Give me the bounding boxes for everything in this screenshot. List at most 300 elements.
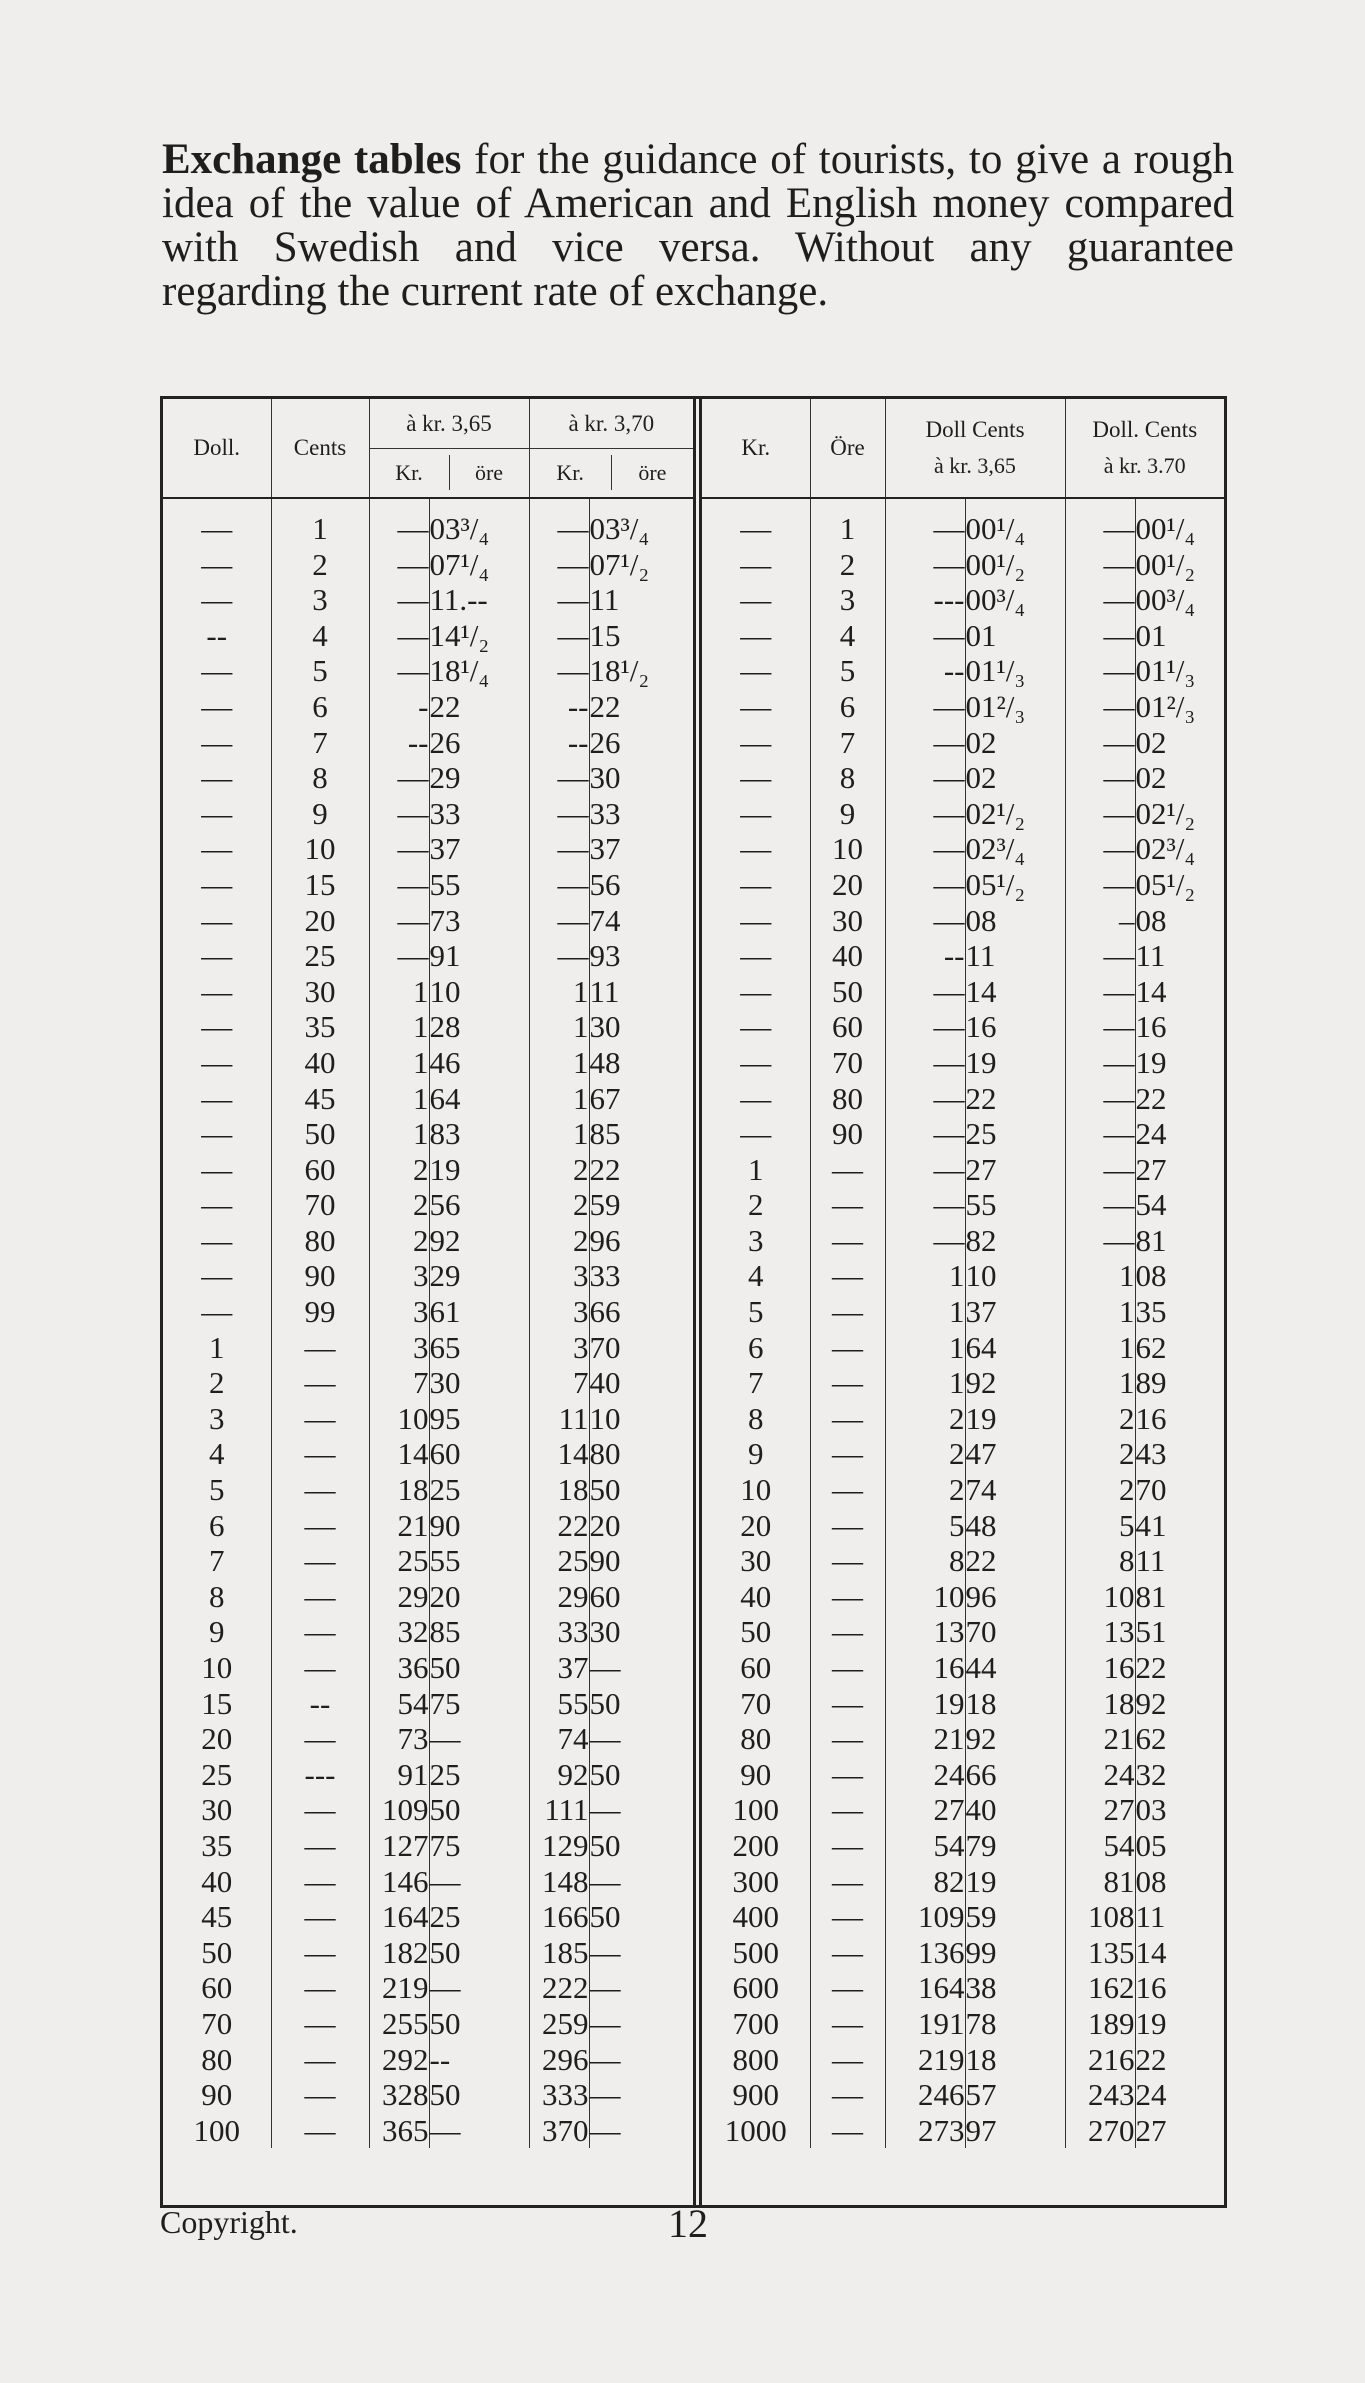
cell-ore: 4 [810,618,885,654]
table-row [163,1223,693,1259]
table-row [163,938,693,974]
cell-cents-370: 08 [1135,1258,1224,1294]
cell-doll: — [201,511,233,546]
cell-cents-365: 22 [965,1081,1065,1117]
cell-ore-365: 26 [429,725,529,761]
cell-kr-365: 365 [369,2113,429,2149]
table-row [702,1116,1224,1152]
table-row [702,1330,1224,1366]
cell-doll-370: 270 [1065,2113,1135,2149]
cell-kr-370: 18 [529,1472,589,1508]
cell-ore-370: 30 [589,760,693,796]
center-divider [693,399,702,2205]
table-row [163,2113,693,2149]
cell-doll-370: — [1065,796,1135,832]
cell-ore: — [810,1294,885,1330]
table-row [163,867,693,903]
cell-kr-365: 3 [369,1258,429,1294]
cell-doll-370: — [1065,1116,1135,1152]
cell-ore-365: 75 [429,1686,529,1722]
cell-doll: — [201,973,233,1009]
cell-doll-370: — [1065,938,1135,974]
cell-ore-365: 65 [429,1330,529,1366]
cell-kr-370: 74 [529,1721,589,1757]
cell-ore-365: 85 [429,1614,529,1650]
cell-kr-365: 7 [369,1365,429,1401]
cell-kr-365: 164 [369,1899,429,1935]
cell-doll-365: — [885,1009,965,1045]
cell-doll-365: — [885,974,965,1010]
cell-kr: 90 [740,1756,772,1792]
cell-kr: 50 [740,1614,772,1650]
cell-ore: 50 [810,974,885,1010]
table-row [702,618,1224,654]
cell-ore: — [810,2006,885,2042]
table-row [702,1721,1224,1757]
cell-kr-370: 1 [529,974,589,1010]
cell-kr: — [740,1116,772,1152]
cell-kr-370: 92 [529,1757,589,1793]
cell-cents-370: 05 [1135,1828,1224,1864]
cell-cents-365: 48 [965,1508,1065,1544]
cell-kr: 1000 [724,2112,787,2148]
cell-cents-365: 01 [965,618,1065,654]
cell-ore: 8 [810,760,885,796]
table-row [702,582,1224,618]
cell-cents: 1 [271,498,369,547]
cell-doll-370: 1 [1065,1294,1135,1330]
table-row [702,1472,1224,1508]
cell-doll-370: — [1065,689,1135,725]
cell-kr-370: 1 [529,1045,589,1081]
page-number: 12 [668,2201,708,2246]
cell-cents-365: 02³/₄ [965,831,1065,867]
cell-kr-370: — [529,903,589,939]
cell-doll-365: — [885,618,965,654]
cell-cents-370: 19 [1135,2006,1224,2042]
cell-cents-365: 38 [965,1970,1065,2006]
cell-doll-370: 13 [1065,1614,1135,1650]
cell-kr: — [740,938,772,974]
cell-ore-365: 07¹/₄ [429,547,529,583]
cell-kr-370: 185 [529,1935,589,1971]
cell-doll: — [201,1009,233,1045]
cell-kr-365: 18 [369,1472,429,1508]
table-row [163,1508,693,1544]
cell-cents: 35 [271,1009,369,1045]
cell-cents-370: 00³/₄ [1135,582,1224,618]
cell-ore-365: 25 [429,1757,529,1793]
cell-doll-370: 2 [1065,1472,1135,1508]
cell-kr: — [740,1044,772,1080]
cell-cents-365: 27 [965,1152,1065,1188]
cell-doll-370: — [1065,725,1135,761]
cell-kr: 3 [748,1222,764,1258]
cell-doll: — [201,1258,233,1294]
table-row [163,1579,693,1615]
cell-doll-370: — [1065,831,1135,867]
table-row [702,2077,1224,2113]
cell-kr-365: 36 [369,1650,429,1686]
header-doll-cents-365 [885,399,1065,498]
cell-doll: 60 [201,1970,233,2006]
table-row [702,1935,1224,1971]
cell-ore-365: 25 [429,1899,529,1935]
cell-ore: — [810,1152,885,1188]
cell-kr: 900 [732,2077,779,2113]
cell-cents-370: 16 [1135,1970,1224,2006]
cell-kr-365: 2 [369,1187,429,1223]
cell-kr-365: 29 [369,1579,429,1615]
cell-cents-365: 02 [965,725,1065,761]
cell-doll-365: 1 [885,1365,965,1401]
cell-ore: 1 [810,498,885,547]
cell-kr-365: 2 [369,1223,429,1259]
cell-cents: 70 [271,1187,369,1223]
cell-ore-370: — [589,1935,693,1971]
table-row [702,1081,1224,1117]
cell-doll-370: 135 [1065,1935,1135,1971]
cell-ore-365: — [429,1970,529,2006]
cell-doll-365: 136 [885,1935,965,1971]
cell-ore-365: 92 [429,1223,529,1259]
cell-kr: 2 [748,1187,764,1223]
cell-kr-370: — [529,618,589,654]
cell-kr-370: 3 [529,1258,589,1294]
cell-doll-370: 243 [1065,2077,1135,2113]
cell-kr-365: 1 [369,1081,429,1117]
cell-doll: 90 [201,2077,233,2113]
cell-ore-370: 85 [589,1116,693,1152]
cell-kr-365: 25 [369,1543,429,1579]
cell-ore: — [810,1650,885,1686]
table-row [163,1330,693,1366]
cell-kr-365: — [369,760,429,796]
table-row [702,1614,1224,1650]
cell-doll-365: 16 [885,1650,965,1686]
table-row [702,1401,1224,1437]
cell-kr-365: 54 [369,1686,429,1722]
cell-kr: — [740,724,772,760]
table-row [702,1686,1224,1722]
cell-kr-365: 255 [369,2006,429,2042]
cell-cents-365: 99 [965,1935,1065,1971]
cell-cents-370: 16 [1135,1401,1224,1437]
cell-ore-365: 73 [429,903,529,939]
cell-doll: 70 [201,2005,233,2041]
table-row [702,1009,1224,1045]
cell-kr: 6 [748,1329,764,1365]
cell-kr-370: 296 [529,2042,589,2078]
cell-ore-370: 50 [589,1757,693,1793]
cell-doll-365: — [885,867,965,903]
table-row [163,2077,693,2113]
cell-doll-370: 189 [1065,2006,1135,2042]
table-row [163,498,693,547]
table-row [163,1792,693,1828]
cell-ore: — [810,1543,885,1579]
cell-cents-370: 89 [1135,1365,1224,1401]
cell-kr-365: 1 [369,1009,429,1045]
cell-kr-370: 37 [529,1650,589,1686]
cell-doll-370: 1 [1065,1258,1135,1294]
cell-doll-365: 10 [885,1579,965,1615]
table-row [163,903,693,939]
cell-kr: — [740,831,772,867]
cell-kr-365: — [369,831,429,867]
cell-cents: 60 [271,1152,369,1188]
cell-cents-370: 11 [1135,1899,1224,1935]
cell-doll-365: — [885,1223,965,1259]
cell-cents-370: 01²/₃ [1135,689,1224,725]
table-row [163,1828,693,1864]
cell-ore-370: 48 [589,1045,693,1081]
table-row [163,1187,693,1223]
cell-cents-365: 18 [965,2042,1065,2078]
table-row [163,1081,693,1117]
table-row [163,974,693,1010]
cell-ore-365: 55 [429,867,529,903]
cell-ore-365: 25 [429,1472,529,1508]
cell-kr-365: 1 [369,1116,429,1152]
cell-doll-370: 16 [1065,1650,1135,1686]
cell-doll-370: — [1065,582,1135,618]
cell-kr-365: 3 [369,1330,429,1366]
cell-doll: 4 [209,1436,225,1472]
cell-doll: — [201,795,233,831]
table-row [163,2042,693,2078]
cell-cents: 10 [271,831,369,867]
cell-doll: 6 [209,1507,225,1543]
cell-ore-370: 50 [589,1686,693,1722]
cell-cents-370: 24 [1135,2077,1224,2113]
cell-ore-370: — [589,2077,693,2113]
cell-kr-370: 333 [529,2077,589,2113]
cell-kr-365: — [369,938,429,974]
cell-kr-370: 3 [529,1330,589,1366]
cell-ore: — [810,1757,885,1793]
cell-cents-370: 62 [1135,1721,1224,1757]
cell-doll: — [201,582,233,618]
header-rate-370-label: à kr. 3,70 [568,410,655,436]
cell-doll-370: 5 [1065,1508,1135,1544]
cell-doll: 7 [209,1543,225,1579]
cell-doll-370: 1 [1065,1365,1135,1401]
cell-ore-370: — [589,1650,693,1686]
cell-ore-365: 29 [429,760,529,796]
cell-cents: 90 [271,1258,369,1294]
cell-cents-370: 81 [1135,1579,1224,1615]
cell-kr-370: 2 [529,1187,589,1223]
cell-ore-370: — [589,1864,693,1900]
cell-kr-365: 328 [369,2077,429,2113]
cell-cents-365: 37 [965,1294,1065,1330]
cell-kr-370: — [529,582,589,618]
table-row [163,653,693,689]
cell-cents-365: 96 [965,1579,1065,1615]
cell-ore: — [810,1187,885,1223]
cell-doll-365: — [885,1045,965,1081]
cell-kr-370: 29 [529,1579,589,1615]
cell-kr: — [740,866,772,902]
cell-doll-365: — [885,831,965,867]
cell-ore: 30 [810,903,885,939]
cell-cents-365: 74 [965,1472,1065,1508]
cell-cents-365: 01²/₃ [965,689,1065,725]
cell-kr-365: 127 [369,1828,429,1864]
cell-ore-370: 20 [589,1508,693,1544]
cell-doll-370: — [1065,618,1135,654]
cell-ore-365: 50 [429,1650,529,1686]
cell-cents-365: 25 [965,1116,1065,1152]
table-row [702,1258,1224,1294]
cell-ore-370: 10 [589,1401,693,1437]
cell-kr: 8 [748,1400,764,1436]
table-row [702,1543,1224,1579]
cell-doll: 15 [201,1685,233,1721]
cell-kr-370: -- [529,689,589,725]
cell-ore-370: 70 [589,1330,693,1366]
header-rate-370-label: à kr. 3.70 [1103,453,1186,478]
cell-ore: — [810,1330,885,1366]
cell-doll-365: 13 [885,1614,965,1650]
cell-kr-370: 222 [529,1970,589,2006]
cell-kr-365: 21 [369,1508,429,1544]
cell-cents-370: 11 [1135,938,1224,974]
cell-doll-370: — [1065,498,1135,547]
cell-cents: — [271,1970,369,2006]
cell-cents-365: 97 [965,2113,1065,2149]
table-row [702,2042,1224,2078]
cell-kr-370: 2 [529,1152,589,1188]
cell-cents: — [271,1579,369,1615]
cell-ore: — [810,1579,885,1615]
cell-doll: 8 [209,1578,225,1614]
cell-cents: — [271,1935,369,1971]
cell-cents-370: 62 [1135,1330,1224,1366]
table-row [163,1116,693,1152]
cell-kr-370: 370 [529,2113,589,2149]
cell-doll-365: — [885,725,965,761]
cell-kr-365: 219 [369,1970,429,2006]
table-row [702,1223,1224,1259]
cell-cents: — [271,1721,369,1757]
cell-ore-370: 22 [589,1152,693,1188]
intro-text: for the guidance of tourists, to give a rough idea of the value of American and English money compared with Swedish and vice versa. Without any guarantee regarding the current rate of exchange. [162,136,1234,315]
table-row [702,831,1224,867]
cell-doll-365: 2 [885,1472,965,1508]
table-row [702,547,1224,583]
cell-doll-370: 2 [1065,1401,1135,1437]
cell-doll-370: — [1065,974,1135,1010]
cell-cents-365: 92 [965,1365,1065,1401]
cell-doll-370: 108 [1065,1899,1135,1935]
cell-ore: 40 [810,938,885,974]
cell-kr-365: 292 [369,2042,429,2078]
table-row [702,938,1224,974]
cell-kr: 500 [732,1934,779,1970]
cell-doll-365: — [885,547,965,583]
cell-ore-370: 60 [589,1579,693,1615]
cell-cents: 6 [271,689,369,725]
cell-kr: 60 [740,1650,772,1685]
cell-kr-370: — [529,831,589,867]
cell-doll-370: 1 [1065,1330,1135,1366]
cell-cents: 3 [271,582,369,618]
cell-doll-365: 1 [885,1294,965,1330]
cell-ore-365: 75 [429,1828,529,1864]
cell-cents-365: 05¹/₂ [965,867,1065,903]
cell-kr: 40 [740,1578,772,1614]
cell-kr: 700 [732,2005,779,2041]
table-row [702,1187,1224,1223]
cell-ore: 80 [810,1081,885,1117]
cell-ore-365: 91 [429,938,529,974]
cell-cents-365: 40 [965,1792,1065,1828]
cell-ore-365: 64 [429,1081,529,1117]
cell-doll-370: 24 [1065,1757,1135,1793]
cell-doll-365: 164 [885,1970,965,2006]
cell-ore: 10 [810,831,885,867]
intro-paragraph [162,138,1234,314]
cell-kr-365: 10 [369,1401,429,1437]
cell-kr: 20 [740,1507,772,1543]
cell-kr-365: — [369,653,429,689]
dollar-to-krona-table [163,399,693,2148]
cell-doll-365: 82 [885,1864,965,1900]
cell-cents-370: 92 [1135,1686,1224,1722]
cell-kr-365: 91 [369,1757,429,1793]
table-row [163,2006,693,2042]
cell-kr: — [740,1009,772,1045]
cell-cents: 40 [271,1045,369,1081]
cell-cents-370: 08 [1135,903,1224,939]
cell-doll: — [201,866,233,902]
cell-cents: — [271,1899,369,1935]
header-doll: Doll. [163,399,271,498]
table-row [702,760,1224,796]
cell-cents: — [271,1792,369,1828]
cell-cents-370: 43 [1135,1436,1224,1472]
table-row [702,2113,1224,2149]
cell-doll-365: — [885,1152,965,1188]
cell-cents-365: 78 [965,2006,1065,2042]
header-ore-right: Öre [810,399,885,498]
cell-cents: — [271,1365,369,1401]
cell-cents: — [271,1864,369,1900]
cell-cents-370: 00¹/₄ [1135,498,1224,547]
cell-doll-370: 27 [1065,1792,1135,1828]
cell-ore-365: 33 [429,796,529,832]
cell-cents: — [271,1614,369,1650]
cell-cents-370: 27 [1135,1152,1224,1188]
cell-ore-365: 46 [429,1045,529,1081]
cell-kr: 300 [732,1863,779,1899]
cell-doll: — [201,688,233,724]
table-row [702,2006,1224,2042]
cell-doll-365: 191 [885,2006,965,2042]
cell-doll-370: – [1065,903,1135,939]
cell-doll: — [201,1080,233,1116]
table-row [163,1721,693,1757]
table-row [163,1152,693,1188]
cell-ore-370: 30 [589,1614,693,1650]
cell-cents-370: 41 [1135,1508,1224,1544]
cell-kr-365: — [369,547,429,583]
cell-ore-365: -- [429,2042,529,2078]
cell-ore-370: 74 [589,903,693,939]
cell-doll-370: 216 [1065,2042,1135,2078]
